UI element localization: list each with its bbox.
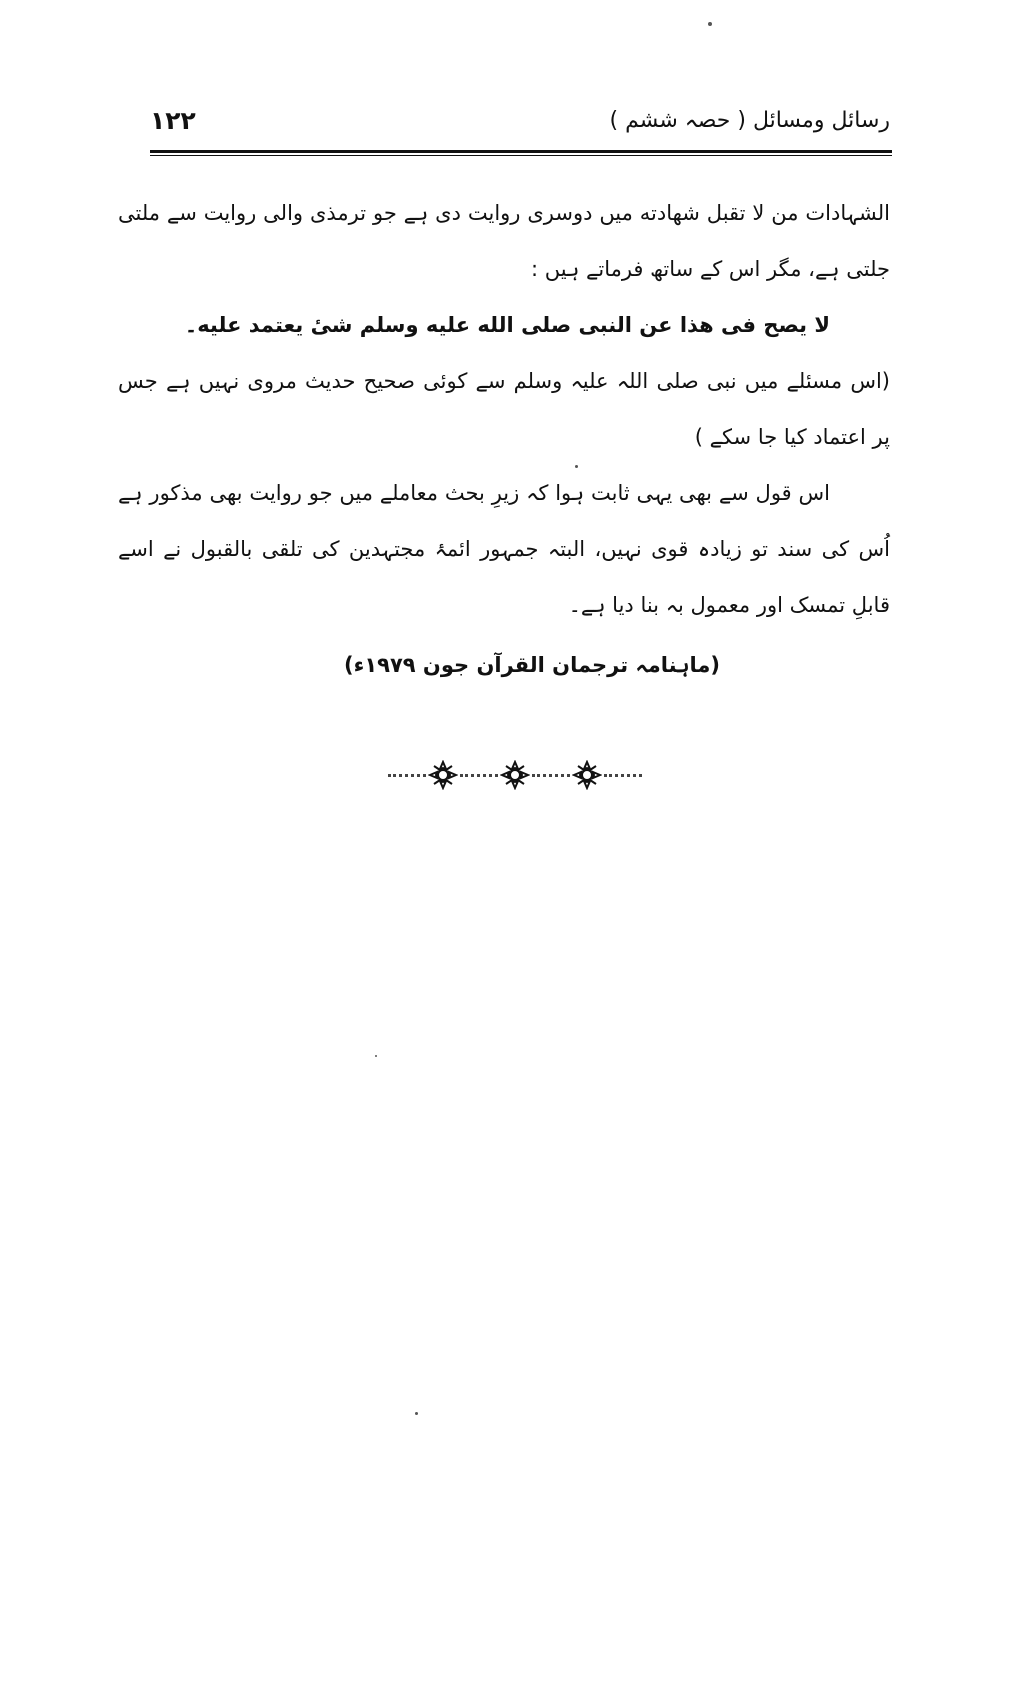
section-end-ornament bbox=[370, 760, 660, 790]
scan-speck bbox=[575, 465, 578, 468]
dotted-line bbox=[604, 774, 642, 777]
scan-speck bbox=[415, 1412, 418, 1415]
quote-translation: (اس مسئلے میں نبی صلی اللہ علیہ وسلم سے کوئی صحیح حدیث مروی نہیں ہے جس پر اعتماد کیا جا سکے ) bbox=[118, 369, 890, 449]
body-text bbox=[118, 185, 890, 693]
flower-ornament-icon bbox=[572, 760, 602, 790]
flower-ornament-icon bbox=[428, 760, 458, 790]
dotted-line bbox=[460, 774, 498, 777]
arabic-quote: لا یصح فی هذا عن النبی صلی الله علیه وسلم شیٔ یعتمد علیه۔ bbox=[184, 313, 830, 337]
flower-ornament-icon bbox=[500, 760, 530, 790]
scan-speck bbox=[708, 22, 712, 26]
page-number: ۱۲۲ bbox=[150, 106, 196, 135]
scan-speck bbox=[375, 1055, 377, 1057]
source-citation: (ماہنامہ ترجمان القرآن جون ۱۹۷۹ء) bbox=[343, 653, 720, 677]
page-header bbox=[150, 100, 890, 152]
running-header-title: رسائل ومسائل ( حصہ ششم ) bbox=[609, 108, 890, 133]
paragraph-1: الشہادات من لا تقبل شھادته میں دوسری روایت دی ہے جو ترمذی والی روایت سے ملتی جلتی ہے، مگر اس کے ساتھ فرماتے ہیں : bbox=[118, 201, 890, 281]
paragraph-2: اس قول سے بھی یہی ثابت ہوا کہ زیرِ بحث معاملے میں جو روایت بھی مذکور ہے اُس کی سند تو زیادہ قوی نہیں، البتہ جمہور ائمۂ مجتہدین کی تلقی بالقبول نے اسے قابلِ تمسک اور معمول بہ بنا دیا ہے۔ bbox=[118, 481, 890, 617]
header-rule-thin bbox=[150, 155, 892, 156]
dotted-line bbox=[532, 774, 570, 777]
dotted-line bbox=[388, 774, 426, 777]
header-rule bbox=[150, 150, 892, 153]
